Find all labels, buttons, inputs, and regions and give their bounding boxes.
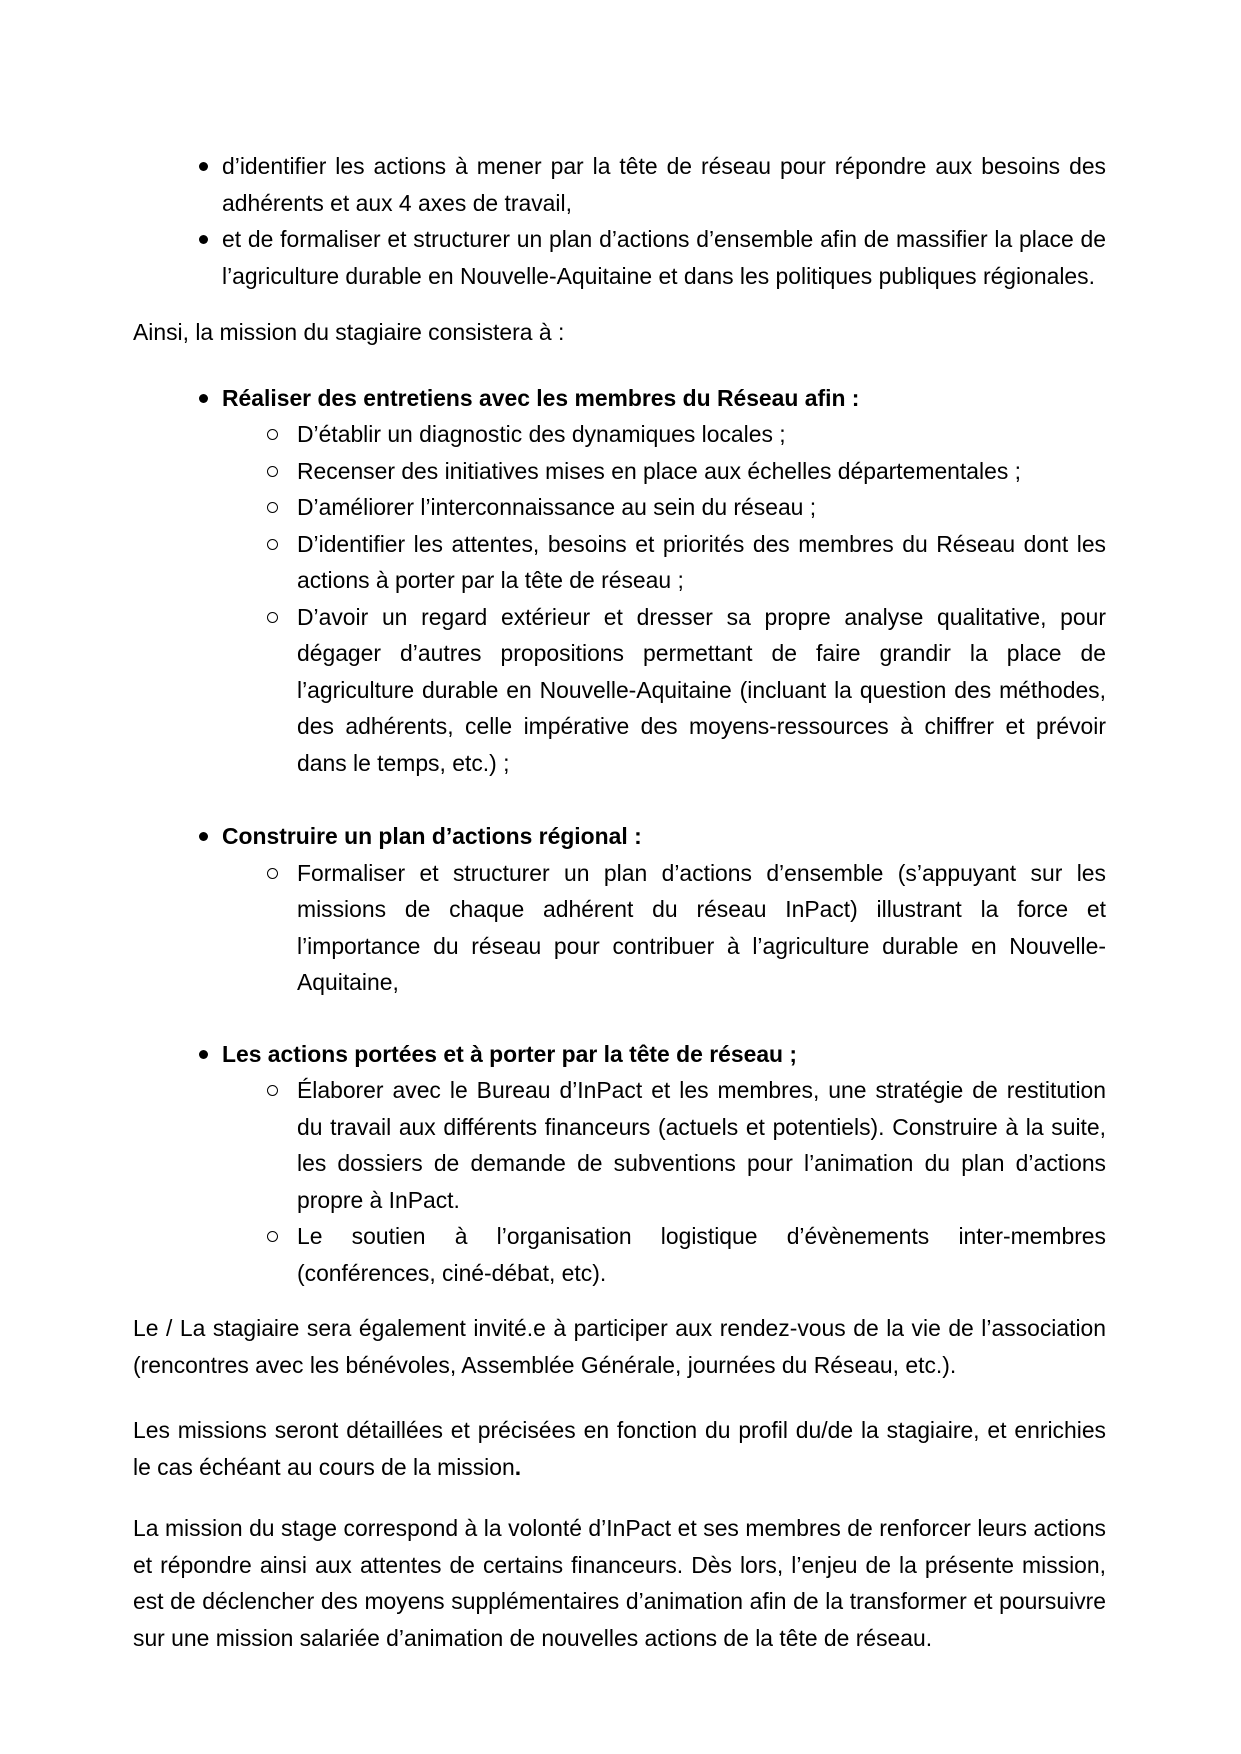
circle-bullet-icon	[267, 502, 278, 513]
section-actions-portees	[133, 1036, 1106, 1292]
list-item	[133, 1072, 1106, 1218]
paragraph-missions-detaillees	[133, 1412, 1106, 1485]
list-item-text: D’identifier les attentes, besoins et priorités des membres du Réseau dont les actions à porter par la tête de réseau ;	[297, 530, 1106, 593]
list-item-text: Formaliser et structurer un plan d’actions d’ensemble (s’appuyant sur les missions de chaque adhérent du réseau InPact) illustrant la force et l’importance du réseau pour contribuer à l’agriculture durable en Nouvelle-Aquitaine,	[297, 859, 1106, 995]
list-item-text: D’établir un diagnostic des dynamiques locales ;	[297, 421, 786, 447]
list-item-text: et de formaliser et structurer un plan d’actions d’ensemble afin de massifier la place de l’agriculture durable en Nouvelle-Aquitaine et dans les politiques publiques régionales.	[222, 226, 1106, 289]
section-entretiens	[133, 380, 1106, 782]
list-item	[133, 599, 1106, 782]
bullet-icon	[199, 394, 208, 403]
list-item-text: Élaborer avec le Bureau d’InPact et les membres, une stratégie de restitution du travail aux différents financeurs (actuels et potentiels). Construire à la suite, les dossiers de demande de subventions pour l’animation du plan d’actions propre à InPact.	[297, 1077, 1106, 1213]
section-title-item	[133, 1036, 1106, 1073]
list-item	[133, 489, 1106, 526]
list-item-text: d’identifier les actions à mener par la tête de réseau pour répondre aux besoins des adhérents et aux 4 axes de travail,	[222, 153, 1106, 216]
section-title-item	[133, 818, 1106, 855]
section-plan-actions	[133, 818, 1106, 1001]
paragraph-text: La mission du stage correspond à la volonté d’InPact et ses membres de renforcer leurs actions et répondre ainsi aux attentes de certains financeurs. Dès lors, l’enjeu de la présente mission, est de déclencher des moyens supplémentaires d’animation afin de la transformer et poursuivre sur une mission salariée d’animation de nouvelles actions de la tête de réseau.	[133, 1515, 1106, 1651]
bullet-icon	[199, 832, 208, 841]
list-item	[133, 453, 1106, 490]
list-item	[133, 148, 1106, 221]
bullet-icon	[199, 1050, 208, 1059]
circle-bullet-icon	[267, 612, 278, 623]
paragraph-bold-suffix: .	[514, 1453, 522, 1480]
list-item-text: Le soutien à l’organisation logistique d’évènements inter-membres (conférences, ciné-débat, etc).	[297, 1223, 1106, 1286]
paragraph-text: Le / La stagiaire sera également invité.e à participer aux rendez-vous de la vie de l’association (rencontres avec les bénévoles, Assemblée Générale, journées du Réseau, etc.).	[133, 1315, 1106, 1378]
list-item	[133, 526, 1106, 599]
circle-bullet-icon	[267, 429, 278, 440]
sub-bullet-list	[133, 416, 1106, 781]
section-title: Construire un plan d’actions régional :	[222, 823, 642, 849]
list-item-text: Recenser des initiatives mises en place aux échelles départementales ;	[297, 457, 1021, 484]
intro-line: Ainsi, la mission du stagiaire consistera à :	[133, 319, 565, 345]
paragraph-text: Les missions seront détaillées et précisées en fonction du profil du/de la stagiaire, et enrichies le cas échéant au cours de la mission	[133, 1417, 1106, 1480]
circle-bullet-icon	[267, 466, 278, 477]
section-title: Réaliser des entretiens avec les membres du Réseau afin :	[222, 384, 860, 411]
bullet-icon	[199, 235, 208, 244]
circle-bullet-icon	[267, 868, 278, 879]
circle-bullet-icon	[267, 539, 278, 550]
list-item	[133, 416, 1106, 453]
bullet-icon	[199, 162, 208, 171]
circle-bullet-icon	[267, 1231, 278, 1242]
sub-bullet-list	[133, 1072, 1106, 1291]
circle-bullet-icon	[267, 1085, 278, 1096]
paragraph-mission-stage	[133, 1510, 1106, 1656]
paragraph-stagiaire-invitation	[133, 1310, 1106, 1383]
sub-bullet-list	[133, 855, 1106, 1001]
list-item	[133, 1218, 1106, 1291]
list-item	[133, 855, 1106, 1001]
list-item-text: D’avoir un regard extérieur et dresser sa propre analyse qualitative, pour dégager d’autres propositions permettant de faire grandir la place de l’agriculture durable en Nouvelle-Aquitaine (incluant la question des méthodes, des adhérents, celle impérative des moyens-ressources à chiffrer et prévoir dans le temps, etc.) ;	[297, 603, 1106, 776]
list-item	[133, 221, 1106, 294]
section-title: Les actions portées et à porter par la tête de réseau ;	[222, 1040, 798, 1067]
section-title-item	[133, 380, 1106, 417]
list-item-text: D’améliorer l’interconnaissance au sein du réseau ;	[297, 494, 817, 520]
intro-bullet-list	[133, 148, 1106, 294]
